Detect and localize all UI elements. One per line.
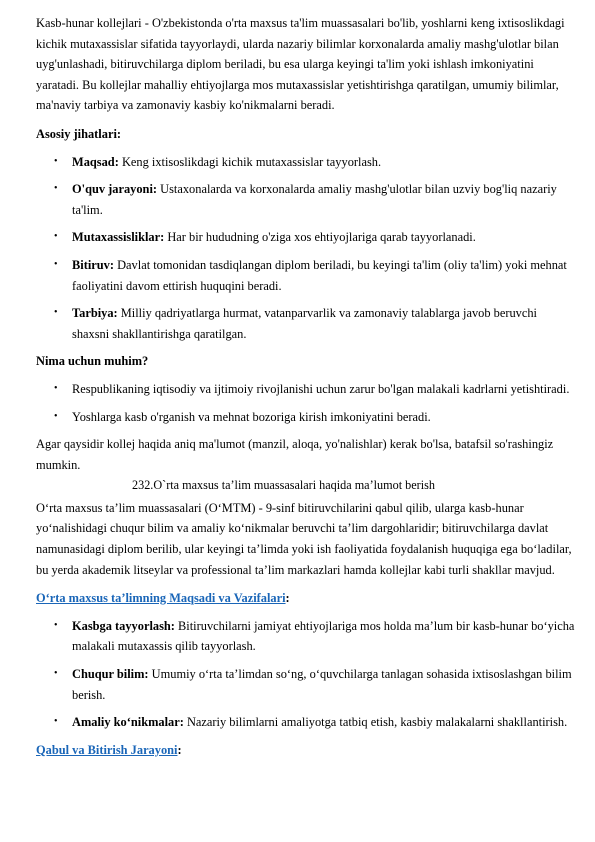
list-item xyxy=(36,303,576,344)
bullet-icon: • xyxy=(54,307,58,319)
list-item xyxy=(36,712,576,733)
bullet-icon: • xyxy=(54,258,58,270)
item-text: Milliy qadriyatlarga hurmat, vatanparvarlik va zamonaviy talablarga javob beruvchi shaxsni shakllantirishga qaratilgan. xyxy=(72,306,537,341)
bullet-icon: • xyxy=(54,619,58,631)
document-page xyxy=(36,13,576,767)
bullet-icon: • xyxy=(54,231,58,243)
list-item xyxy=(36,227,576,248)
section-heading-importance: Nima uchun muhim? xyxy=(36,354,149,369)
bullet-icon: • xyxy=(54,410,58,422)
item-text: Umumiy o‘rta ta’limdan so‘ng, o‘quvchilarga tanlagan sohasida ixtisoslashgan bilim berish. xyxy=(72,667,572,702)
bullet-icon: • xyxy=(54,716,58,728)
intro-paragraph: Kasb-hunar kollejlari - O'zbekistonda o'rta maxsus ta'lim muassasalari bo'lib, yoshlarni keng ixtisoslikdagi kichik mutaxassislar sifatida tayyorlaydi, ularda nazariy bilimlar korxonalarda amaliy mashg'ulotlar bilan uyg'unlashadi, bitiruvchilarga diplom beriladi, bu esa ularga keyingi ta'lim yoki ishlash imkoniyatini yaratadi. Bu kollejlar mahalliy ehtiyojlarga mos mutaxassislar yetishtirishga qaratilgan, umumiy bilimlar, ma'naviy tarbiya va zamonaviy kasbiy ko'nikmalarni beradi. xyxy=(36,16,565,113)
item-label: Tarbiya: xyxy=(72,306,118,321)
list-item xyxy=(36,379,576,400)
closing-paragraph: Agar qaysidir kollej haqida aniq ma'lumot (manzil, aloqa, yo'nalishlar) kerak bo'lsa, batafsil so'rashingiz mumkin. xyxy=(36,437,554,472)
item-label: Bitiruv: xyxy=(72,257,114,272)
list-item xyxy=(36,664,576,705)
item-text: Respublikaning iqtisodiy va ijtimoiy rivojlanishi uchun zarur bo'lgan malakali kadrlarni yetishtiradi. xyxy=(72,381,570,396)
admission-link[interactable]: Qabul va Bitirish Jarayoni xyxy=(36,742,178,757)
item-text: Ustaxonalarda va korxonalarda amaliy mashg'ulotlar bilan uzviy bog'liq nazariy ta'lim. xyxy=(72,182,557,217)
list-item xyxy=(36,255,576,296)
section-heading-aspects: Asosiy jihatlari: xyxy=(36,126,122,141)
goals-link[interactable]: O‘rta maxsus ta’limning Maqsadi va Vazifalari xyxy=(36,591,286,606)
importance-list xyxy=(36,379,576,427)
list-item xyxy=(36,179,576,220)
item-label: Maqsad: xyxy=(72,154,119,169)
centered-title: 232.O`rta maxsus ta’lim muassasalari haqida ma’lumot berish xyxy=(132,478,435,493)
list-item xyxy=(36,616,576,657)
second-paragraph: O‘rta maxsus ta’lim muassasalari (O‘MTM) - 9-sinf bitiruvchilarini qabul qilib, ularga kasb-hunar yo‘nalishidagi chuqur bilim va amaliy ko‘nikmalar beruvchi ta’lim dargohlaridir; bitiruvchilarga davlat namunasidagi diplom berilib, ular keyingi ta’limda yoki ish faoliyatida foydalanish huquqiga ega bo‘ladilar, bu yerda akademik litseylar va professional ta’lim markazlari hamda kollejlar kabi turli shakllar mavjud. xyxy=(36,500,572,577)
item-text: Yoshlarga kasb o'rganish va mehnat bozoriga kirish imkoniyatini beradi. xyxy=(72,409,431,424)
bullet-icon: • xyxy=(54,668,58,680)
item-label: Chuqur bilim: xyxy=(72,667,149,682)
bullet-icon: • xyxy=(54,382,58,394)
item-label: Amaliy ko‘nikmalar: xyxy=(72,715,184,730)
list-item xyxy=(36,152,576,173)
bullet-icon: • xyxy=(54,183,58,195)
list-item xyxy=(36,407,576,428)
aspects-list xyxy=(36,152,576,345)
goals-list xyxy=(36,616,576,733)
item-text: Har bir hududning o'ziga xos ehtiyojlariga qarab tayyorlanadi. xyxy=(167,230,476,245)
section-heading-goals xyxy=(36,588,576,609)
bullet-icon: • xyxy=(54,155,58,167)
section-heading-admission xyxy=(36,740,576,761)
item-text: Davlat tomonidan tasdiqlangan diplom beriladi, bu keyingi ta'lim (oliy ta'lim) yoki mehnat faoliyatini davom ettirish huquqini beradi. xyxy=(72,257,567,293)
item-label: O'quv jarayoni: xyxy=(72,182,158,197)
item-text: Bitiruvchilarni jamiyat ehtiyojlariga mos holda ma’lum bir kasb-hunar bo‘yicha malakali mutaxassis qilib tayyorlash. xyxy=(72,618,575,654)
item-text: Nazariy bilimlarni amaliyotga tatbiq etish, kasbiy malakalarni shakllantirish. xyxy=(186,715,568,730)
item-label: Mutaxassisliklar: xyxy=(72,230,165,245)
item-label: Kasbga tayyorlash: xyxy=(72,618,175,633)
item-text: Keng ixtisoslikdagi kichik mutaxassislar tayyorlash. xyxy=(121,154,382,169)
heading-colon: : xyxy=(285,591,290,606)
heading-colon: : xyxy=(177,742,182,757)
